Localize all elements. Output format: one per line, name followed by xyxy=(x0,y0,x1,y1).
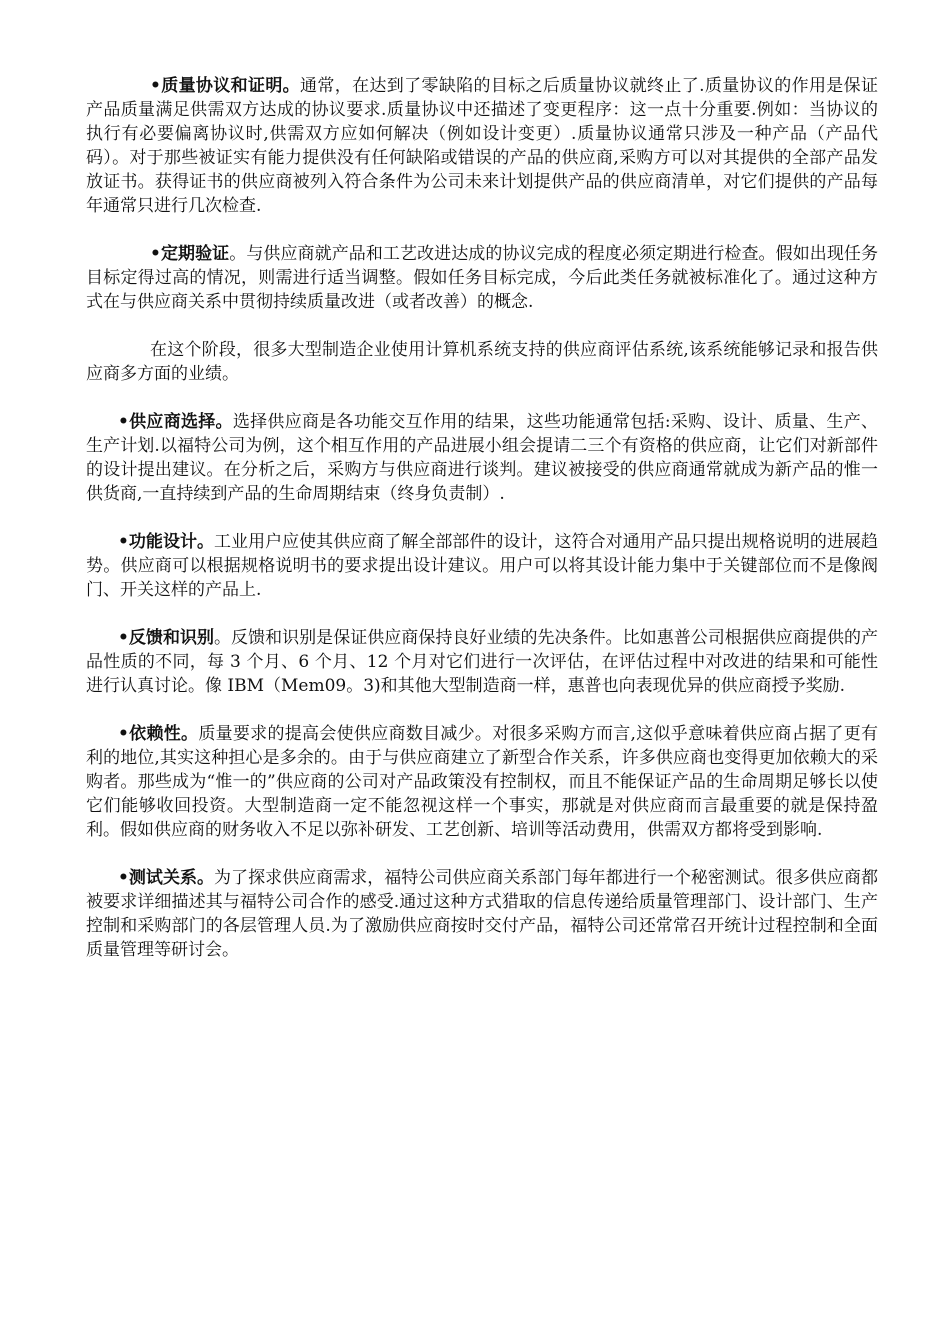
paragraph-feedback-recognition xyxy=(86,626,878,698)
bullet-heading-functional-design: •功能设计。 xyxy=(118,532,215,552)
bullet-heading-supplier-selection: •供应商选择。 xyxy=(118,412,233,432)
paragraph-functional-design xyxy=(86,530,878,602)
paragraph-quality-agreement xyxy=(86,74,878,218)
bullet-heading-periodic-verification: •定期验证 xyxy=(150,244,230,264)
paragraph-text: 质量要求的提高会使供应商数目减少。对很多采购方而言,这似乎意味着供应商占据了更有利的地位,其实这种担心是多余的。由于与供应商建立了新型合作关系，许多供应商也变得更加依赖大的采购者。那些成为“惟一的”供应商的公司对产品政策没有控制权，而且不能保证产品的生命周期足够长以使它们能够收回投资。大型制造商一定不能忽视这样一个事实，那就是对供应商而言最重要的就是保持盈利。假如供应商的财务收入不足以弥补研发、工艺创新、培训等活动费用，供需双方都将受到影响. xyxy=(86,724,878,840)
bullet-heading-test-relationship: •测试关系。 xyxy=(118,868,215,888)
bullet-heading-quality-agreement: •质量协议和证明。 xyxy=(150,76,301,96)
paragraph-periodic-verification xyxy=(86,242,878,314)
bullet-heading-feedback-recognition: •反馈和识别 xyxy=(118,628,215,648)
paragraph-evaluation-system xyxy=(86,338,878,386)
paragraph-text: 。反馈和识别是保证供应商保持良好业绩的先决条件。比如惠普公司根据供应商提供的产品性质的不同，每 3 个月、6 个月、12 个月对它们进行一次评估，在评估过程中对改进的结果和可能性进行认真讨论。像 IBM（Mem09。3)和其他大型制造商一样，惠普也向表现优异的供应商授予奖励. xyxy=(86,628,879,696)
bullet-heading-dependency: •依赖性。 xyxy=(118,724,199,744)
paragraph-text: 工业用户应使其供应商了解全部部件的设计，这符合对通用产品只提出规格说明的进展趋势。供应商可以根据规格说明书的要求提出设计建议。用户可以将其设计能力集中于关键部位而不是像阀门、开关这样的产品上. xyxy=(86,532,879,600)
paragraph-test-relationship xyxy=(86,866,878,962)
paragraph-text: 在这个阶段，很多大型制造企业使用计算机系统支持的供应商评估系统,该系统能够记录和报告供应商多方面的业绩。 xyxy=(86,340,878,384)
paragraph-text: 。与供应商就产品和工艺改进达成的协议完成的程度必须定期进行检查。假如出现任务目标定得过高的情况，则需进行适当调整。假如任务目标完成，今后此类任务就被标准化了。通过这种方式在与供应商关系中贯彻持续质量改进（或者改善）的概念. xyxy=(86,244,879,312)
document-page xyxy=(86,74,878,986)
paragraph-dependency xyxy=(86,722,878,842)
paragraph-text: 选择供应商是各功能交互作用的结果，这些功能通常包括:采购、设计、质量、生产、生产计划.以福特公司为例，这个相互作用的产品进展小组会提请二三个有资格的供应商，让它们对新部件的设计提出建议。在分析之后，采购方与供应商进行谈判。建议被接受的供应商通常就成为新产品的惟一供货商,一直持续到产品的生命周期结束（终身负责制）. xyxy=(86,412,878,504)
paragraph-supplier-selection xyxy=(86,410,878,506)
paragraph-text: 为了探求供应商需求，福特公司供应商关系部门每年都进行一个秘密测试。很多供应商都被要求详细描述其与福特公司合作的感受.通过这种方式猎取的信息传递给质量管理部门、设计部门、生产控制和采购部门的各层管理人员.为了激励供应商按时交付产品，福特公司还常常召开统计过程控制和全面质量管理等研讨会。 xyxy=(86,868,879,960)
paragraph-text: 通常，在达到了零缺陷的目标之后质量协议就终止了.质量协议的作用是保证产品质量满足供需双方达成的协议要求.质量协议中还描述了变更程序：这一点十分重要.例如：当协议的执行有必要偏离协议时,供需双方应如何解决（例如设计变更）.质量协议通常只涉及一种产品（产品代码）。对于那些被证实有能力提供没有任何缺陷或错误的产品的供应商,采购方可以对其提供的全部产品发放证书。获得证书的供应商被列入符合条件为公司未来计划提供产品的供应商清单，对它们提供的产品每年通常只进行几次检查. xyxy=(86,76,878,216)
